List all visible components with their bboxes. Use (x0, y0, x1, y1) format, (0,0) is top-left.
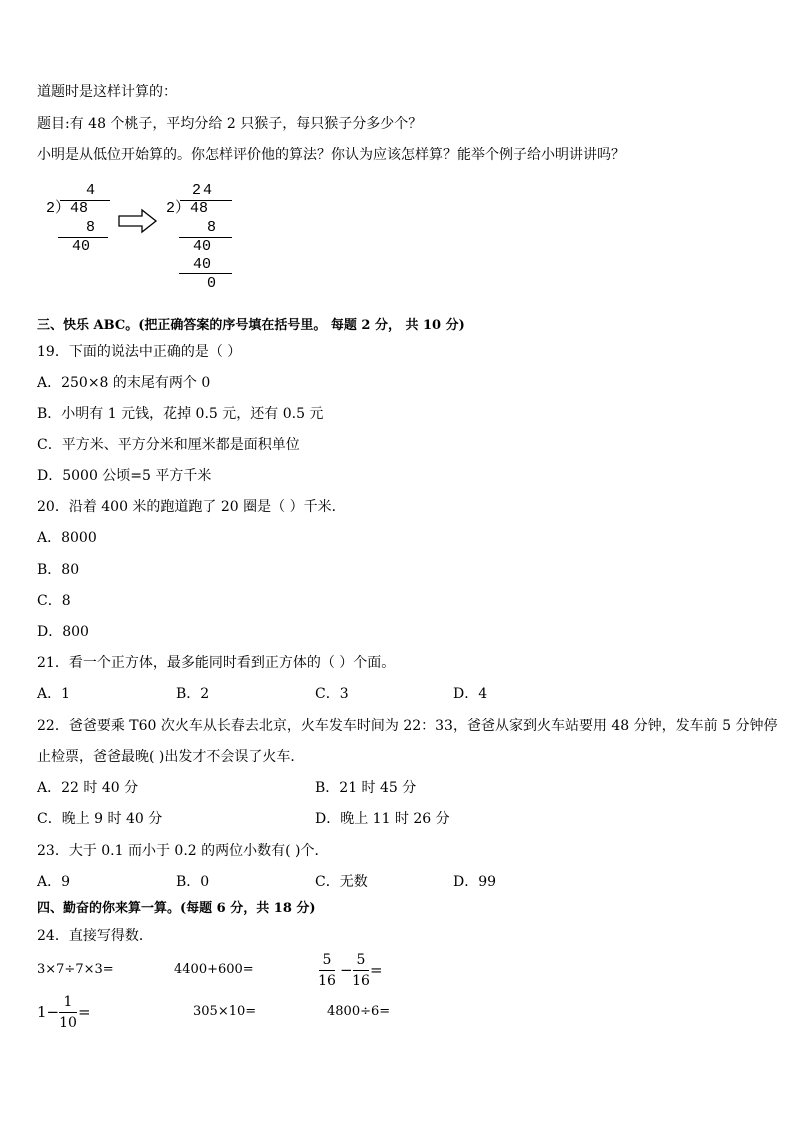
q19-option-a: A．250×8 的末尾有两个 0 (37, 375, 211, 391)
intro-line-1: 道题时是这样计算的： (37, 84, 177, 100)
equals-sign: = (370, 961, 383, 979)
q23-option-d: D．99 (453, 874, 497, 890)
q19-option-c: C．平方米、平方分米和厘米都是面积单位 (37, 437, 300, 453)
equals-sign: = (78, 1003, 91, 1021)
section-4-title: 四、勤奋的你来算一算。(每题 6 分，共 18 分) (37, 901, 316, 916)
fraction: 5 16 (352, 952, 370, 989)
q22-option-a: A．22 时 40 分 (37, 780, 139, 796)
q21-option-a: A．1 (37, 686, 71, 702)
q21-option-b: B．2 (176, 686, 210, 702)
q19-option-d: D．5000 公顷=5 平方千米 (37, 468, 212, 484)
q22-option-b: B．21 时 45 分 (315, 780, 417, 796)
q22-option-d: D．晚上 11 时 26 分 (315, 811, 450, 827)
expression-lead: 1− (37, 1003, 60, 1021)
division-left-subtrahend: 8 (86, 219, 96, 236)
q21-stem: 21．看一个正方体，最多能同时看到正方体的（ ）个面。 (37, 655, 396, 671)
division-left-quotient: 4 (86, 182, 96, 199)
q22-option-c: C．晚上 9 时 40 分 (37, 811, 163, 827)
q21-option-c: C．3 (315, 686, 349, 702)
intro-line-3: 小明是从低位开始算的。你怎样评价他的算法？你认为应该怎样算？能举个例子给小明讲讲吗？ (37, 147, 625, 163)
q23-option-b: B．0 (176, 874, 210, 890)
q24-expression-1: 3×7÷7×3= (37, 962, 114, 977)
section-3-title: 三、快乐 ABC。(把正确答案的序号填在括号里。 每题 2 分， 共 10 分) (37, 318, 465, 333)
q24-expression-6: 4800÷6= (327, 1004, 391, 1019)
q24-expression-2: 4400+600= (174, 962, 254, 977)
q22-stem-line-2: 止检票，爸爸最晚( )出发才不会误了火车． (37, 749, 305, 765)
q20-option-d: D．800 (37, 624, 89, 640)
q23-option-c: C．无数 (315, 874, 368, 890)
q19-option-b: B．小明有 1 元钱，花掉 0.5 元，还有 0.5 元 (37, 406, 324, 422)
q24-expression-5: 305×10= (193, 1004, 257, 1019)
q21-option-d: D．4 (453, 686, 488, 702)
intro-line-2: 题目:有 48 个桃子，平均分给 2 只猴子，每只猴子分多少个？ (37, 116, 423, 132)
fraction: 5 16 (318, 952, 336, 989)
division-right-partial-2: 40 (193, 256, 212, 273)
q23-stem: 23．大于 0.1 而小于 0.2 的两位小数有( )个． (37, 843, 329, 859)
q19-stem: 19．下面的说法中正确的是（ ） (37, 344, 242, 360)
q24-stem: 24．直接写得数． (37, 928, 153, 944)
division-right-subtrahend: 8 (207, 219, 217, 236)
q20-option-b: B．80 (37, 562, 80, 578)
division-right-dividend: 2）48 (166, 200, 209, 217)
fraction: 1 10 (59, 994, 77, 1031)
division-right-remainder: 0 (207, 275, 217, 292)
division-left-remainder: 40 (72, 238, 91, 255)
division-right-quotient: 24 (192, 182, 215, 199)
q22-stem-line-1: 22．爸爸要乘 T60 次火车从长春去北京，火车发车时间为 22：33，爸爸从家到火车站要用 48 分钟，发车前 5 分钟停 (37, 718, 778, 734)
q20-option-c: C．8 (37, 593, 71, 609)
division-right-partial-1: 40 (193, 238, 212, 255)
right-outline-arrow-icon (118, 208, 158, 234)
q20-stem: 20．沿着 400 米的跑道跑了 20 圈是（ ）千米． (37, 499, 346, 515)
minus-sign: − (340, 961, 353, 979)
division-left-dividend: 2）48 (46, 200, 89, 217)
q20-option-a: A．8000 (37, 530, 97, 546)
q23-option-a: A．9 (37, 874, 71, 890)
